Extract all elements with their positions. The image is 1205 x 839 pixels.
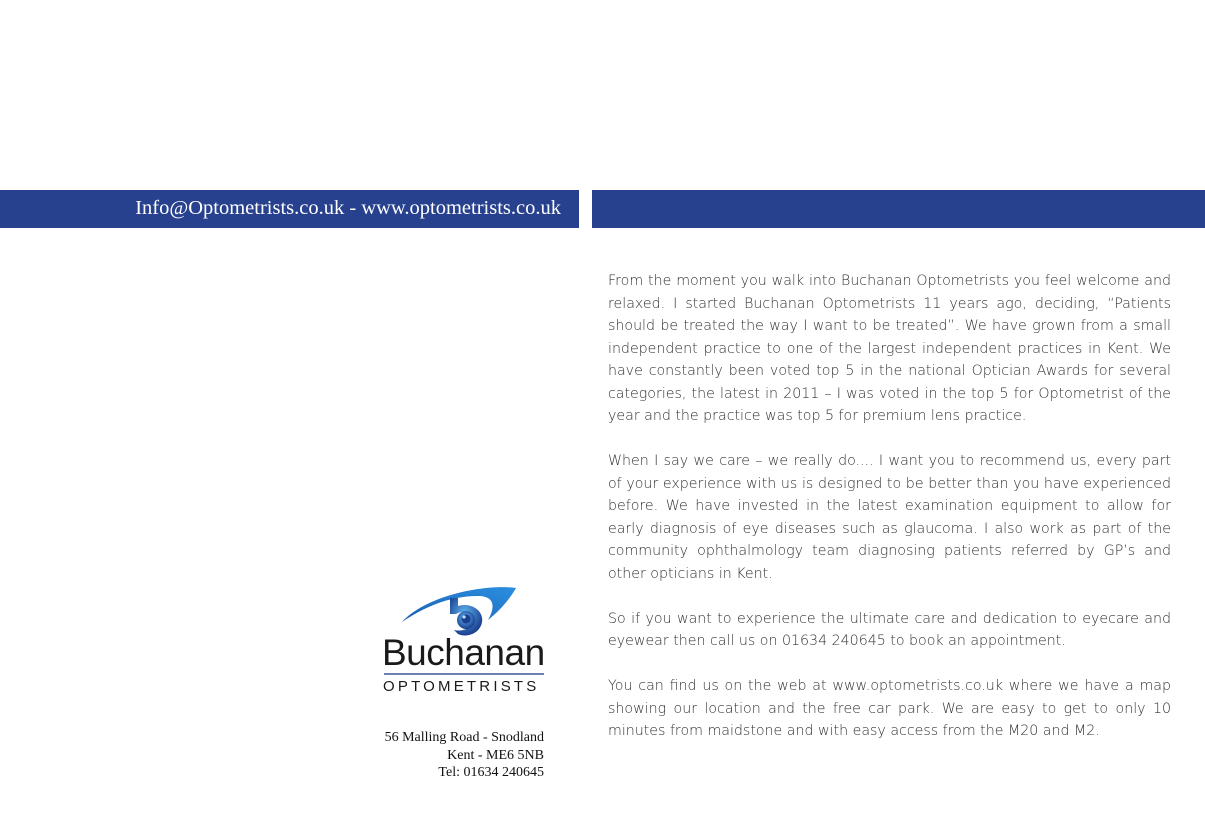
paragraph-care: When I say we care – we really do.... I want you to recommend us, every part of your experience with us is designed to be better than you have experienced before. We have invested in the latest examination equipment to allow for early diagnosis of eye diseases such as glaucoma. I also work as part of the community ophthalmology team diagnosing patients referred by GP’s and other opticians in Kent. [608,453,1171,582]
address-line-street: 56 Malling Road - Snodland [384,730,544,745]
logo-subtitle: OPTOMETRISTS [383,678,540,695]
address-block [385,729,544,782]
header-bar-left [0,190,579,228]
header-bar-right [592,190,1205,228]
buchanan-logo [378,582,548,700]
paragraph-booking: So if you want to experience the ultimate care and dedication to eyecare and eyewear then call us on 01634 240645 to book an appointment. [608,610,1171,649]
body-text [608,270,1171,765]
address-line-phone: Tel: 01634 240645 [438,765,544,780]
paragraph-web: You can find us on the web at www.optometrists.co.uk where we have a map showing our location and the free car park. We are easy to get to only 10 minutes from maidstone and with easy access from the M20 and M2. [608,678,1171,739]
address-line-town: Kent - ME6 5NB [447,747,544,763]
contact-line: Info@Optometrists.co.uk - www.optometrists.co.uk [135,197,561,219]
logo-name: Buchanan [382,632,545,673]
paragraph-intro: From the moment you walk into Buchanan Optometrists you feel welcome and relaxed. I started Buchanan Optometrists 11 years ago, deciding, “Patients should be treated the way I want to be treated”. We have grown from a small independent practice to one of the largest independent practices in Kent. We have constantly been voted top 5 in the national Optician Awards for several categories, the latest in 2011 – I was voted in the top 5 for Optometrist of the year and the practice was top 5 for premium lens practice. [608,273,1171,424]
logo-divider [384,673,544,675]
